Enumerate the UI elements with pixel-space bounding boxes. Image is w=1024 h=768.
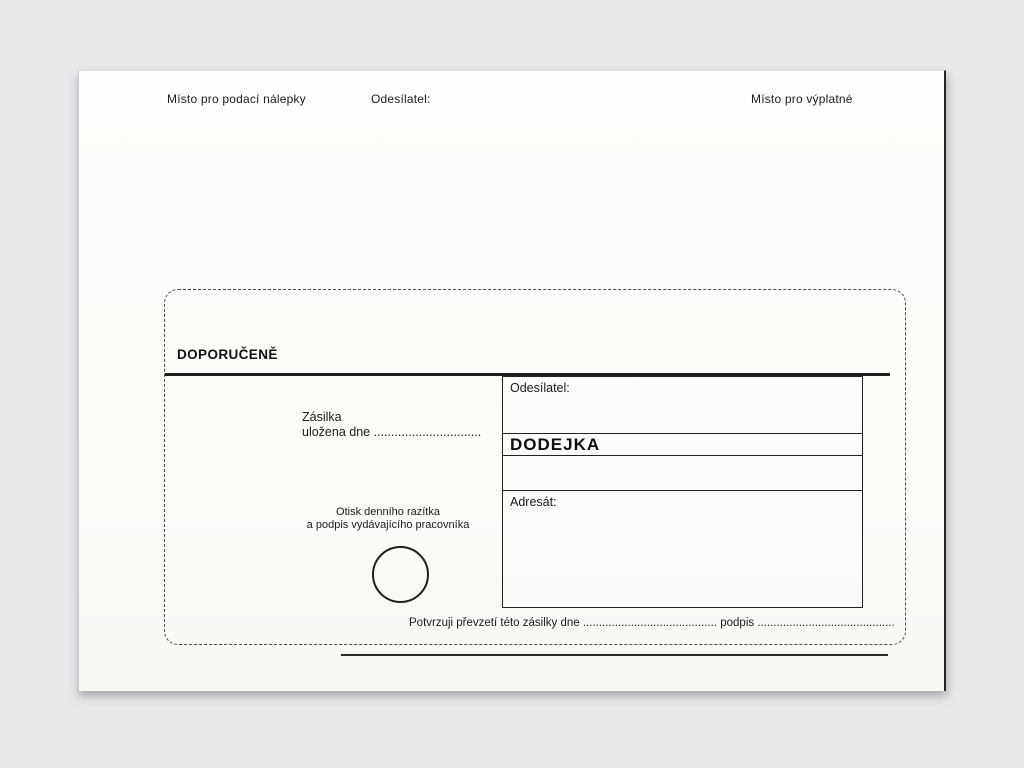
deposit-date-line2: uložena dne ............................... (302, 425, 482, 439)
stamp-note-line1: Otisk denního razítka (336, 506, 440, 518)
address-box (502, 376, 863, 608)
submission-sticker-label: Místo pro podací nálepky (167, 92, 306, 106)
fold-line (341, 654, 888, 656)
postage-area-label: Místo pro výplatné (751, 92, 853, 106)
addressee-section (503, 490, 862, 607)
confirmation-text: Potvrzuji převzetí této zásilky dne .......................................... podpis ........................................... (409, 617, 895, 629)
sender-label: Odesílatel: (510, 381, 570, 395)
dodejka-card (164, 289, 906, 645)
stamp-note (277, 506, 499, 532)
empty-band (503, 456, 862, 490)
dodejka-title-band (503, 433, 862, 456)
stamp-circle (372, 546, 429, 603)
sender-section (503, 377, 862, 433)
deposit-date-line1: Zásilka (302, 410, 342, 424)
deposit-date-note (302, 410, 481, 440)
addressee-label: Adresát: (510, 495, 557, 509)
dodejka-title: DODEJKA (510, 434, 601, 454)
sender-top-label: Odesílatel: (371, 92, 431, 106)
registered-heading: DOPORUČENĚ (177, 347, 278, 362)
stamp-note-line2: a podpis vydávajícího pracovníka (306, 519, 470, 531)
envelope (78, 70, 946, 691)
